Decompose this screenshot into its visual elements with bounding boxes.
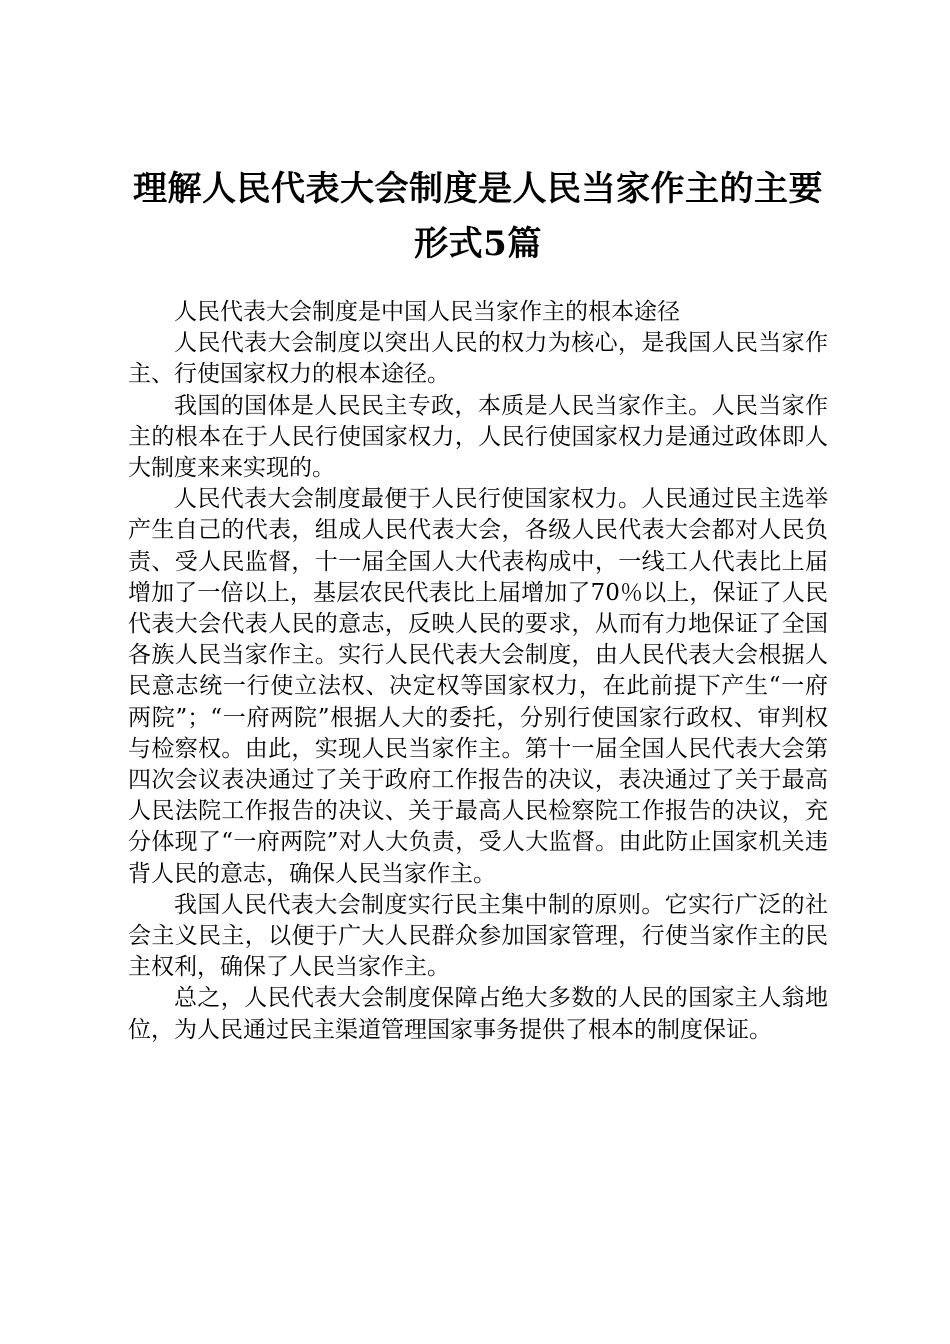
paragraph: 人民代表大会制度最便于人民行使国家权力。人民通过民主选举产生自己的代表，组成人民代表大会，各级人民代表大会都对人民负责、受人民监督，十一届全国人大代表构成中，一线工人代表比上届增加了一倍以上，基层农民代表比上届增加了70％以上，保证了人民代表大会代表人民的意志，反映人民的要求，从而有力地保证了全国各族人民当家作主。实行人民代表大会制度，由人民代表大会根据人民意志统一行使立法权、决定权等国家权力，在此前提下产生“一府两院”；“一府两院”根据人大的委托，分别行使国家行政权、审判权与检察权。由此，实现人民当家作主。第十一届全国人民代表大会第四次会议表决通过了关于政府工作报告的决议，表决通过了关于最高人民法院工作报告的决议、关于最高人民检察院工作报告的决议，充分体现了“一府两院”对人大负责，受人大监督。由此防止国家机关违背人民的意志，确保人民当家作主。 <box>128 486 828 887</box>
document-title: 理解人民代表大会制度是人民当家作主的主要形式5篇 <box>133 169 823 264</box>
paragraph: 总之，人民代表大会制度保障占绝大多数的人民的国家主人翁地位，为人民通过民主渠道管理国家事务提供了根本的制度保证。 <box>128 985 828 1043</box>
paragraph: 人民代表大会制度以突出人民的权力为核心，是我国人民当家作主、行使国家权力的根本途径。 <box>128 330 828 388</box>
document-body <box>128 297 828 1046</box>
paragraph: 人民代表大会制度是中国人民当家作主的根本途径 <box>174 299 680 325</box>
paragraph: 我国人民代表大会制度实行民主集中制的原则。它实行广泛的社会主义民主，以便于广大人民群众参加国家管理，行使当家作主的民主权利，确保了人民当家作主。 <box>128 891 828 981</box>
paragraph: 我国的国体是人民民主专政，本质是人民当家作主。人民当家作主的根本在于人民行使国家权力，人民行使国家权力是通过政体即人大制度来来实现的。 <box>128 392 828 482</box>
